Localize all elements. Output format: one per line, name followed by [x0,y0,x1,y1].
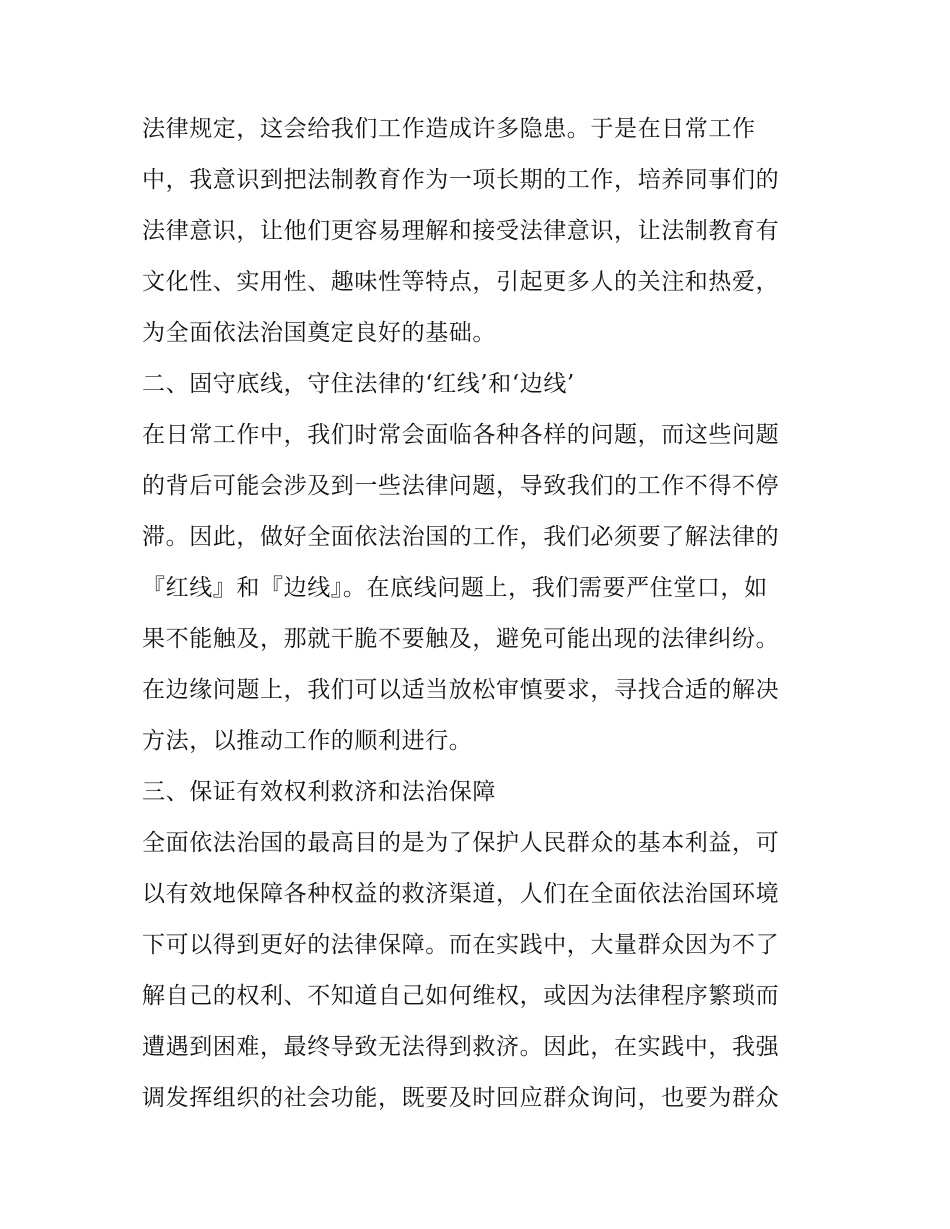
text-line: 文化性、实用性、趣味性等特点，引起更多人的关注和热爱， [142,269,780,295]
text-line: 滞。因此，做好全面依法治国的工作，我们必须要了解法律的 [142,524,780,550]
text-line: 中，我意识到把法制教育作为一项长期的工作，培养同事们的 [142,167,780,193]
text-line: 的背后可能会涉及到一些法律问题，导致我们的工作不得不停 [142,473,780,499]
text-line: 法律意识，让他们更容易理解和接受法律意识，让法制教育有 [142,218,780,244]
text-line: 方法，以推动工作的顺利进行。 [142,728,473,754]
text-line: 『红线』和『边线』。在底线问题上，我们需要严住堂口，如 [142,575,768,601]
section-heading-3: 三、保证有效权利救济和法治保障 [142,779,496,805]
text-line: 果不能触及，那就干脆不要触及，避免可能出现的法律纠纷。 [142,626,780,652]
text-line: 在边缘问题上，我们可以适当放松审慎要求，寻找合适的解决 [142,677,780,703]
text-line: 以有效地保障各种权益的救济渠道，人们在全面依法治国环境 [142,881,780,907]
text-line: 遭遇到困难，最终导致无法得到救济。因此，在实践中，我强 [142,1034,780,1060]
text-line: 下可以得到更好的法律保障。而在实践中，大量群众因为不了 [142,932,780,958]
text-line: 调发挥组织的社会功能，既要及时回应群众询问，也要为群众 [142,1085,780,1111]
text-line: 为全面依法治国奠定良好的基础。 [142,320,496,346]
text-line: 全面依法治国的最高目的是为了保护人民群众的基本利益，可 [142,830,780,856]
text-line: 法律规定，这会给我们工作造成许多隐患。于是在日常工作 [142,116,756,142]
section-heading-2: 二、固守底线，守住法律的‘红线’和‘边线’ [142,371,575,397]
text-line: 解自己的权利、不知道自己如何维权，或因为法律程序繁琐而 [142,983,780,1009]
text-line: 在日常工作中，我们时常会面临各种各样的问题，而这些问题 [142,422,780,448]
document-body [142,104,822,1124]
